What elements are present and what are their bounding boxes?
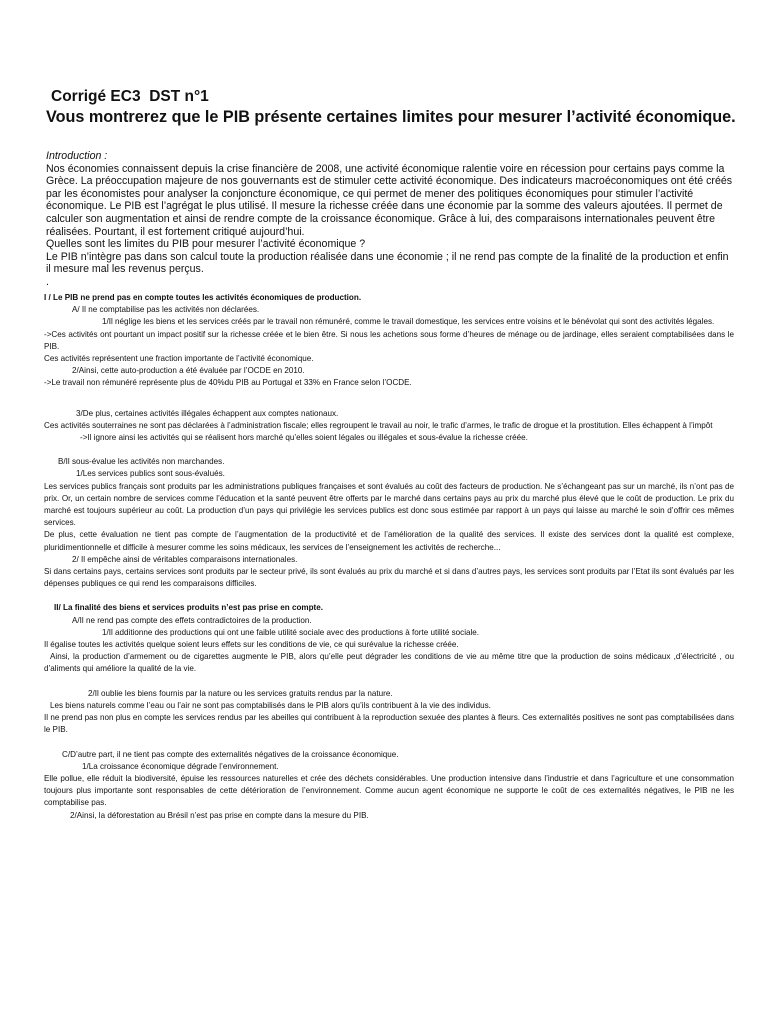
subsection-b1-heading: 1/Les services publics sont sous-évalués. xyxy=(76,469,225,479)
paragraph-c1-1: Il égalise toutes les activités quelque soient leurs effets sur les conditions de vie, ce qui surévalue la richesse créée. xyxy=(44,640,459,650)
subsection-a2: 2/Ainsi, cette auto-production a été évaluée par l’OCDE en 2010. xyxy=(72,366,305,376)
paragraph-a1-1: ->Ces activités ont pourtant un impact positif sur la richesse créée et le bien être. Si nous les achetions sous forme d’heures de ménage ou de jardinage, elles seraient comptabilisées dans le PIB. xyxy=(44,329,734,351)
section-d-heading: C/D’autre part, il ne tient pas compte des externalités négatives de la croissance économique. xyxy=(62,749,399,759)
intro-dot: . xyxy=(46,275,49,288)
subsection-c1-heading: 1/Il additionne des productions qui ont une faible utilité sociale avec des productions à forte utilité sociale. xyxy=(102,627,480,637)
subsection-d2: 2/Ainsi, la déforestation au Brésil n’est pas prise en compte dans la mesure du PIB. xyxy=(70,810,369,820)
subsection-a3-heading: 3/De plus, certaines activités illégales échappent aux comptes nationaux. xyxy=(76,408,339,418)
paragraph-d1: Elle pollue, elle réduit la biodiversité, épuise les ressources naturelles et crée des déchets considérables. Une production intensive dans l’industrie et dans l’agriculture et une consommation toujours plus importante sont responsables de cette détérioration de l’environnement. Comme aucun agent économique ne supporte le coût de ces externalités négatives, le PIB ne les comptabilise pas. xyxy=(44,773,734,808)
paragraph-c2-1: Les biens naturels comme l’eau ou l’air ne sont pas comptabilisés dans le PIB alors qu’ils contribuent à la vie des individus. xyxy=(50,700,491,710)
intro-question: Quelles sont les limites du PIB pour mesurer l’activité économique ? xyxy=(46,238,366,251)
part2-heading: II/ La finalité des biens et services produits n’est pas prise en compte. xyxy=(54,603,323,613)
intro-plan: Le PIB n’intègre pas dans son calcul toute la production réalisée dans une économie ; il ne rend pas compte de la finalité de la production et enfin il mesure mal les revenus perçus. xyxy=(46,250,729,276)
paragraph-a3-1: Ces activités souterraines ne sont pas déclarées à l’administration fiscale; elles regroupent le travail au noir, le trafic d’armes, le trafic de drogue et la prostitution. Elles échappent à l’impôt xyxy=(44,420,713,430)
subsection-b2-heading: 2/ Il empêche ainsi de véritables comparaisons internationales. xyxy=(72,554,298,564)
subsection-a1-heading: 1/Il néglige les biens et les services créés par le travail non rémunéré, comme le travail domestique, les services entre voisins et le bénévolat qui sont des activités légales. xyxy=(102,317,715,327)
paragraph-b1-2: De plus, cette évaluation ne tient pas compte de l’augmentation de la productivité et de l’amélioration de la qualité des services. Il existe des services dont la qualité est complexe, pluridimentionnelle et difficile à mesurer comme les soins médicaux, les services de l’enseignement les activités de recherche... xyxy=(44,530,734,552)
paragraph-a2: ->Le travail non rémunéré représente plus de 40%du PIB au Portugal et 33% en France selon l’OCDE. xyxy=(44,378,412,388)
paragraph-c1-2: Ainsi, la production d’armement ou de cigarettes augmente le PIB, alors qu’elle peut dégrader les conditions de vie au même titre que la production de soins médicaux ,d’électricité , ou d’aliments qui améliore la qualité de la vie. xyxy=(44,652,734,674)
section-c-heading: A/Il ne rend pas compte des effets contradictoires de la production. xyxy=(72,615,312,625)
paragraph-a3-2: ->Il ignore ainsi les activités qui se réalisent hors marché qu’elles soient légales ou illégales et sous-évalue la richesse créée. xyxy=(80,433,528,443)
section-a-heading: A/ Il ne comptabilise pas les activités non déclarées. xyxy=(72,305,260,315)
document-title: Corrigé EC3 DST n°1 xyxy=(51,88,209,105)
paragraph-b2: Si dans certains pays, certains services sont produits par le secteur privé, ils sont évalués au prix du marché et si dans d’autres pays, les services sont produits par l’Etat ils sont évalués par les dépenses publiques ce qui rend les comparaisons difficiles. xyxy=(44,567,734,589)
essay-body xyxy=(44,292,734,822)
subsection-c2-heading: 2/Il oublie les biens fournis par la nature ou les services gratuits rendus par la nature. xyxy=(88,688,393,698)
intro-label: Introduction : xyxy=(46,150,108,162)
section-b-heading: B/Il sous-évalue les activités non marchandes. xyxy=(58,457,225,467)
paragraph-b1-1: Les services publics français sont produits par les administrations publiques françaises et sont évalués au coût des facteurs de production. Ne s’échangeant pas sur un marché, ils n’ont pas de prix. Or, un certain nombre de services comme l’éducation et la santé peuvent être offerts par le marché dans certains pays au prix du marché plus élevé que le coût de production. Le prix du marché est toujours supérieur au coût. La production d’un pays qui privilégie les services publics est donc sous estimée par rapport à un pays qui laisse au marché le soin d’offrir ces mêmes services. xyxy=(44,481,734,528)
essay-question: Vous montrerez que le PIB présente certaines limites pour mesurer l’activité économique. xyxy=(46,108,736,126)
paragraph-a1-2: Ces activités représentent une fraction importante de l’activité économique. xyxy=(44,354,314,364)
paragraph-c2-2: Il ne prend pas non plus en compte les services rendus par les abeilles qui contribuent à la reproduction sexuée des plantes à fleurs. Ces externalités positives ne sont pas comptabilisées dans le PIB. xyxy=(44,713,734,735)
introduction xyxy=(46,150,736,289)
intro-paragraph: Nos économies connaissent depuis la crise financière de 2008, une activité économique ralentie voire en récession pour certains pays comme la Grèce. La préoccupation majeure de nos gouvernants est de stimuler cette activité économique. Des indicateurs macroéconomiques ont été créés par les économistes pour analyser la conjoncture économique, ce qui permet de mener des politiques économiques pour stimuler l’activité économique. Le PIB est l’agrégat le plus utilisé. Il mesure la richesse créée dans une économie par la somme des valeurs ajoutées. Il permet de calculer son augmentation et ainsi de rendre compte de la croissance économique. Grâce à lui, des comparaisons internationales peuvent être réalisées. Pourtant, il est fortement critiqué aujourd’hui. xyxy=(46,162,733,238)
part1-heading: I / Le PIB ne prend pas en compte toutes les activités économiques de production. xyxy=(44,293,362,302)
subsection-d1-heading: 1/La croissance économique dégrade l’environnement. xyxy=(82,761,279,771)
